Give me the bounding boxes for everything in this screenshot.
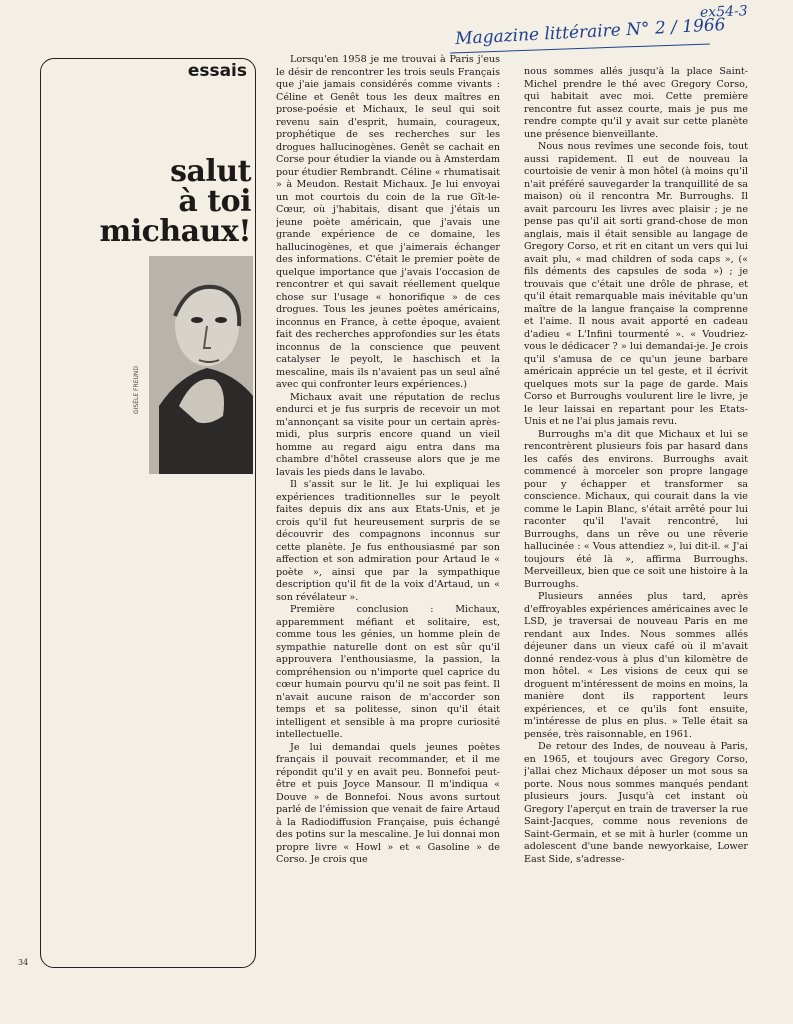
- paragraph: Première conclusion : Michaux, apparemment méfiant et solitaire, est, comme tous les génies, un homme plein de sympathie naturelle dont on est sûr qu'il approuvera l'enthousiasme, la passion, la compréhension ou n'importe quel caprice du cœur humain pourvu qu'il ne soit pas feint. Il n'avait aucune raison de m'accorder son temps et sa politesse, sinon qu'il était intelligent et sensible à ma propre curiosité intellectuelle.: [276, 604, 500, 740]
- paragraph: Plusieurs années plus tard, après d'effroyables expériences américaines avec le LSD, je traversai de nouveau Paris en me rendant aux Indes. Nous sommes allés déjeuner dans un vieux café où il m'avait donné rendez-vous à plus d'un kilomètre de mon hôtel. « Les visions de ceux qui se droguent m'intéressent de moins en moins, la manière dont ils rapportent leurs expériences, et ce qu'ils font ensuite, m'intéresse de plus en plus. » Telle était sa pensée, très raisonnable, en 1961.: [524, 591, 748, 740]
- paragraph: Michaux avait une réputation de reclus endurci et je fus surpris de recevoir un mot m'annonçant sa visite pour un certain après-midi, plus surpris encore quand un vieil homme au regard aigu entra dans ma chambre d'hôtel crasseuse alors que je me lavais les pieds dans le lavabo.: [276, 391, 500, 478]
- text-column-2: [524, 66, 748, 974]
- section-label: essais: [187, 61, 247, 81]
- portrait-photo: [149, 256, 253, 474]
- sidebar-box: [40, 58, 256, 968]
- paragraph: Burroughs m'a dit que Michaux et lui se rencontrèrent plusieurs fois par hasard dans les cafés des environs. Burroughs avait commencé à morceler son propre langage pour y échapper et transformer sa conscience. Michaux, qui courait dans la vie comme le Lapin Blanc, s'était arrêté pour lui raconter qu'il l'avait rencontré, lui Burroughs, dans un rêve ou une rêverie hallucinée : « Vous attendiez », lui dit-il. « J'ai toujours été là », affirma Burroughs. Merveilleux, bien que ce soit une histoire à la Burroughs.: [524, 428, 748, 590]
- paragraph: De retour des Indes, de nouveau à Paris, en 1965, et toujours avec Gregory Corso, j'allai chez Michaux déposer un mot sous sa porte. Nous nous sommes manqués pendant plusieurs jours. Jusqu'à cet instant où Gregory l'aperçut en train de traverser la rue Saint-Jacques, comme nous revenions de Saint-Germain, et se mit à hurler (comme un adolescent d'une bande newyorkaise, Lower East Side, s'adresse-: [524, 741, 748, 865]
- archive-code: ex54-3: [699, 3, 748, 21]
- handwritten-note: Magazine littéraire N° 2 / 1966: [454, 14, 726, 50]
- page-number: 34: [18, 958, 29, 967]
- title-line: salut: [170, 154, 251, 189]
- paragraph: Lorsqu'en 1958 je me trouvai à Paris j'eus le désir de rencontrer les trois seuls Français que j'aie jamais considérés comme vivants : Céline et Genêt tous les deux maîtres en prose-poésie et Michaux, le seul qui soit revenu sain d'esprit, humain, courageux, prophétique de ses recherches sur les drogues hallucinogènes. Genêt se cachait en Corse pour étudier la viande ou à Amsterdam pour étudier Rembrandt. Céline « rhumatisait » à Meudon. Restait Michaux. Je lui envoyai un mot courtois du coin de la rue Gît-le-Cœur, où j'habitais, disant que j'étais un jeune poète américain, que j'avais une grande expérience de ce domaine, les hallucinogènes, et que j'aimerais échanger des informations. C'était le premier poète de quelque importance que j'avais l'occasion de rencontrer et qui savait réellement quelque chose sur l'usage « honorifique » de ces drogues. Tous les jeunes poètes américains, inconnus en France, à cette époque, avaient fait des recherches approfondies sur les états inconnus de la conscience que peuvent catalyser le peyolt, le haschisch et la mescaline, mais ils n'avaient pas un seul aîné avec qui confronter leurs expériences.): [276, 54, 500, 390]
- article-title: [41, 154, 251, 249]
- title-line: michaux!: [99, 214, 251, 249]
- paragraph: nous sommes allés jusqu'à la place Saint-Michel prendre le thé avec Gregory Corso, qui habitait avec moi. Cette première rencontre fut assez courte, mais je pus me rendre compte qu'il y avait sur cette planète une présence bienveillante.: [524, 66, 748, 140]
- title-line: à toi: [178, 184, 251, 219]
- photo-credit: GISÈLE FREUND: [133, 366, 140, 414]
- paragraph: Je lui demandai quels jeunes poètes français il pouvait recommander, et il me répondit qu'il y en avait peu. Bonnefoi peut-être et puis Joyce Mansour. Il m'indiqua « Douve » de Bonnefoi. Nous avons surtout parlé de l'émission que venait de faire Artaud à la Radiodiffusion Française, puis échangé des potins sur la mescaline. Je lui donnai mon propre livre « Howl » et « Gasoline » de Corso. Je crois que: [276, 741, 500, 865]
- paragraph: Nous nous revîmes une seconde fois, tout aussi rapidement. Il eut de nouveau la courtoisie de venir à mon hôtel (à moins qu'il n'ait préféré sauvegarder la tranquillité de sa maison) où il rencontra Mr. Burroughs. Il avait parcouru les livres avec plaisir ; je ne pense pas qu'il ait sorti grand-chose de mon anglais, mais il était sensible au langage de Gregory Corso, et rit en citant un vers qui lui avait plu, « mad children of soda caps », (« fils déments des capsules de soda ») ; je trouvais que c'était une drôle de phrase, et qu'il était remarquable mais inévitable qu'un maître de la langue française la comprenne et l'aime. Il nous avait apporté en cadeau d'adieu « L'Infini tourmenté ». « Voudriez-vous le dédicacer ? » lui demandai-je. Je crois qu'il s'amusa de ce qu'un jeune barbare américain apprécie un tel geste, et il écrivit quelques mots sur la page de garde. Mais Corso et Burroughs voulurent lire le livre, je le leur laissai en repartant pour les Etats-Unis et ne l'ai plus jamais revu.: [524, 141, 748, 427]
- text-column-1: [276, 54, 500, 974]
- paragraph: Il s'assit sur le lit. Je lui expliquai les expériences traditionnelles sur le peyolt faites depuis dix ans aux Etats-Unis, et je crois qu'il fut heureusement surpris de se découvrir des compagnons inconnus sur cette planète. Je fus enthousiasmé par son affection et son admiration pour Artaud le « poète », ainsi que par la sympathique description qu'il fit de la voix d'Artaud, un « son révélateur ».: [276, 479, 500, 603]
